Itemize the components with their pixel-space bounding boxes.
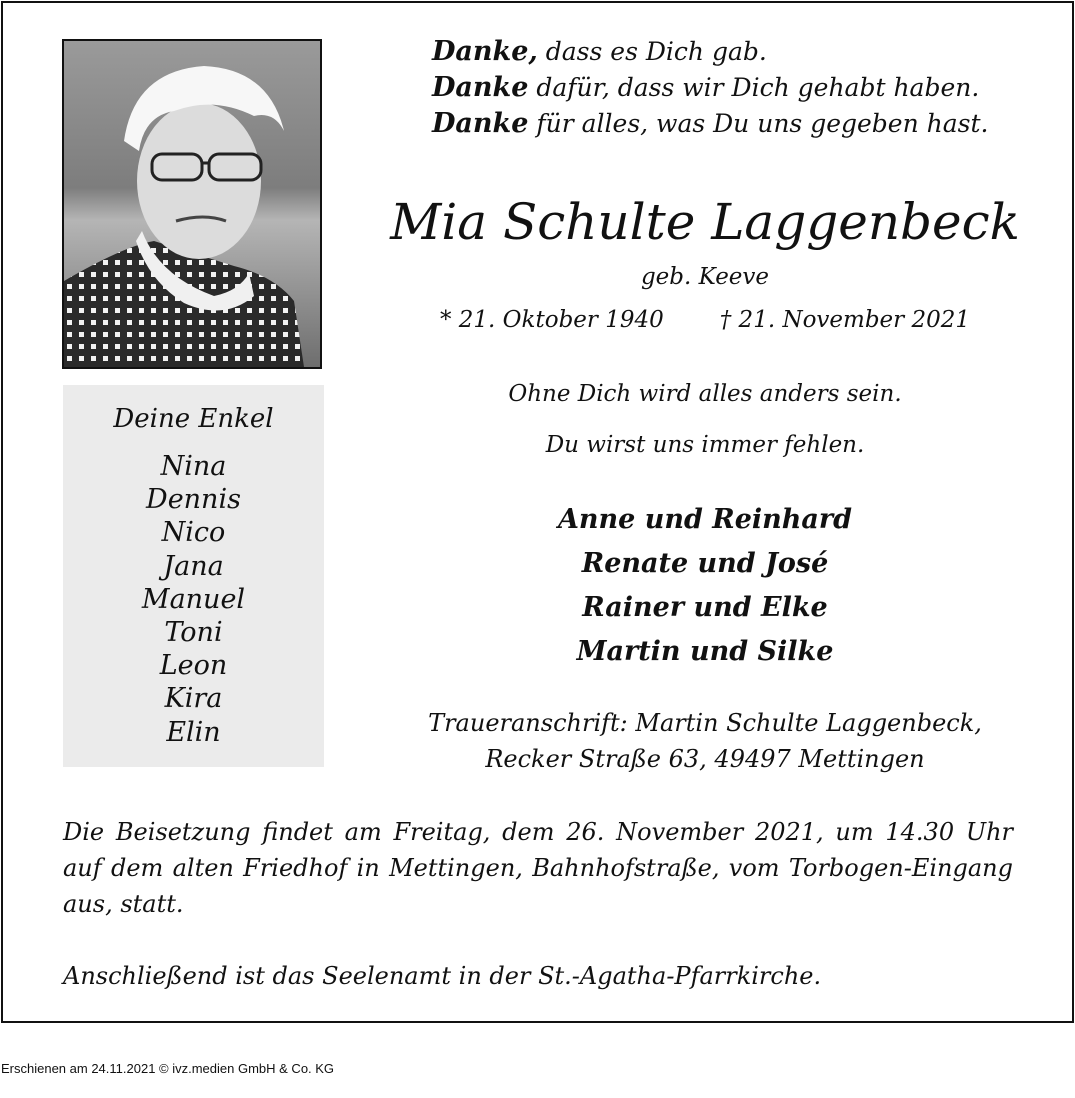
grandchild-name: Nico bbox=[161, 517, 226, 549]
grandchild-name: Leon bbox=[159, 650, 228, 682]
quote-line: Du wirst uns immer fehlen. bbox=[545, 432, 865, 458]
thanks-text: dass es Dich gab. bbox=[537, 37, 767, 66]
quote-line: Ohne Dich wird alles anders sein. bbox=[508, 381, 902, 407]
burial-info: Die Beisetzung findet am Freitag, dem 26. November 2021, um 14.30 Uhr auf dem alten Friedhof in Mettingen, Bahnhofstraße, vom Torbogen-Eingang aus, statt. bbox=[63, 818, 1013, 918]
grandchildren-title: Deine Enkel bbox=[113, 404, 274, 434]
publication-footer: Erschienen am 24.11.2021 © ivz.medien GmbH & Co. KG bbox=[1, 1061, 335, 1076]
grandchild-name: Toni bbox=[164, 617, 223, 649]
family-member: Anne und Reinhard bbox=[557, 504, 853, 535]
family-member: Rainer und Elke bbox=[582, 592, 828, 623]
birth-date: * 21. Oktober 1940 bbox=[439, 307, 664, 333]
thanks-emphasis: Danke, bbox=[432, 36, 538, 67]
thanks-line bbox=[432, 70, 988, 106]
family-list bbox=[380, 498, 1030, 674]
maiden-name: geb. Keeve bbox=[640, 264, 770, 290]
requiem-info: Anschließend ist das Seelenamt in der St.-Agatha-Pfarrkirche. bbox=[63, 962, 822, 990]
deceased-name: Mia Schulte Laggenbeck bbox=[390, 193, 1020, 251]
thanks-line bbox=[432, 106, 988, 142]
address-line: Traueranschrift: Martin Schulte Laggenbeck, bbox=[428, 709, 982, 737]
thanks-emphasis: Danke bbox=[432, 72, 529, 103]
grandchild-name: Jana bbox=[163, 550, 224, 582]
mourning-address bbox=[380, 705, 1030, 777]
grandchild-name: Nina bbox=[160, 451, 227, 482]
portrait-photo bbox=[62, 39, 322, 369]
grandchild-name: Dennis bbox=[146, 484, 241, 516]
thanks-text: dafür, dass wir Dich gehabt haben. bbox=[528, 73, 980, 102]
family-member: Renate und José bbox=[581, 548, 829, 579]
grandchildren-box bbox=[63, 385, 324, 767]
thanks-emphasis: Danke bbox=[432, 108, 529, 139]
grandchild-name: Elin bbox=[166, 716, 221, 748]
thanks-verse bbox=[432, 34, 988, 142]
life-dates bbox=[380, 304, 1030, 336]
death-date: † 21. November 2021 bbox=[719, 307, 971, 333]
thanks-line bbox=[432, 34, 988, 70]
grandchild-name: Manuel bbox=[141, 583, 246, 615]
address-line: Recker Straße 63, 49497 Mettingen bbox=[485, 745, 925, 773]
grandchildren-list bbox=[63, 450, 324, 749]
family-member: Martin und Silke bbox=[576, 636, 834, 667]
portrait-image-icon bbox=[64, 41, 320, 367]
grandchild-name: Kira bbox=[164, 683, 223, 715]
thanks-text: für alles, was Du uns gegeben hast. bbox=[528, 109, 989, 138]
